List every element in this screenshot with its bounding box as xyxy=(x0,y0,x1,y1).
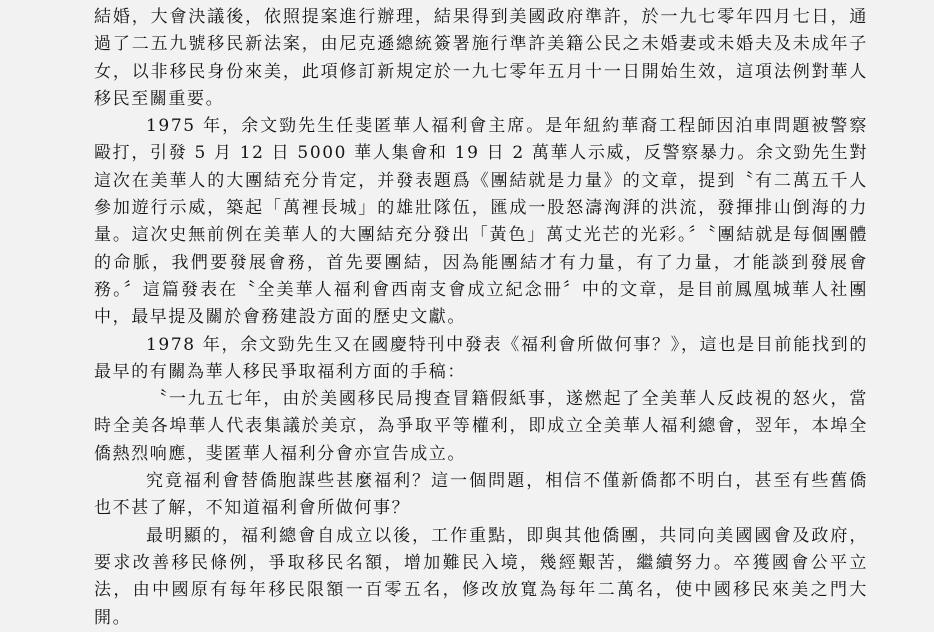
paragraph-1975-unity: 1975 年，余文勁先生任斐匿華人福利會主席。是年紐約華裔工程師因泊車問題被警察毆打，引發 5 月 12 日 5000 華人集會和 19 日 2 萬華人示威，反警察暴力。余文勁先生對這次在美華人的大團結充分肯定，并發表題爲《團結就是力量》的文章，提到〝有二萬五千人參加遊行示威，築起「萬裡長城」的雄壯隊伍，匯成一股怒濤洶湃的洪流，發揮排山倒海的力量。這次史無前例在美華人的大團結充分發出「黃色」萬丈光芒的光彩。〞〝團結就是每個團體的命脈，我們要發展會務，首先要團結，因為能團結才有力量，有了力量，才能談到發展會務。〞這篇發表在〝全美華人福利會西南支會成立紀念冊〞中的文章，是目前鳳凰城華人社團中，最早提及關於會務建設方面的歷史文獻。 xyxy=(94,116,868,328)
paragraph-welfare-question: 究竟福利會替僑胞謀些甚麼福利？這一個問題，相信不僅新僑都不明白，甚至有些舊僑也不甚了解，不知道福利會所做何事？ xyxy=(94,471,868,519)
paragraph-quote-1957: 〝一九五七年，由於美國移民局搜查冒籍假紙事，遂燃起了全美華人反歧視的怒火，當時全美各埠華人代表集議於美京，為爭取平等權利，即成立全美華人福利總會，翌年，本埠全僑熱烈响應，斐匿華人福利分會亦宣告成立。 xyxy=(94,389,868,464)
paragraph-welfare-achievements: 最明顯的，福利總會自成立以後，工作重點，即與其他僑團，共同向美國國會及政府，要求改善移民條例，爭取移民名額，增加難民入境，幾經艱苦，繼續努力。卒獲國會公平立法，由中國原有每年移民限額一百零五名，修改放寬為每年二萬名，使中國移民來美之門大開。 xyxy=(94,525,868,628)
paragraph-1978-article: 1978 年，余文勁先生又在國慶特刊中發表《福利會所做何事？》，這也是目前能找到的最早的有關為華人移民爭取福利方面的手稿： xyxy=(94,334,868,382)
paragraph-immigration-law-1970: 結婚，大會決議後，依照提案進行辦理，結果得到美國政府準許，於一九七零年四月七日，通過了二五九號移民新法案，由尼克遜總統簽署施行準許美籍公民之未婚妻或未婚夫及未成年子女，以非移民身份來美，此項修訂新規定於一九七零年五月十一日開始生效，這項法例對華人移民至關重要。 xyxy=(94,7,868,109)
